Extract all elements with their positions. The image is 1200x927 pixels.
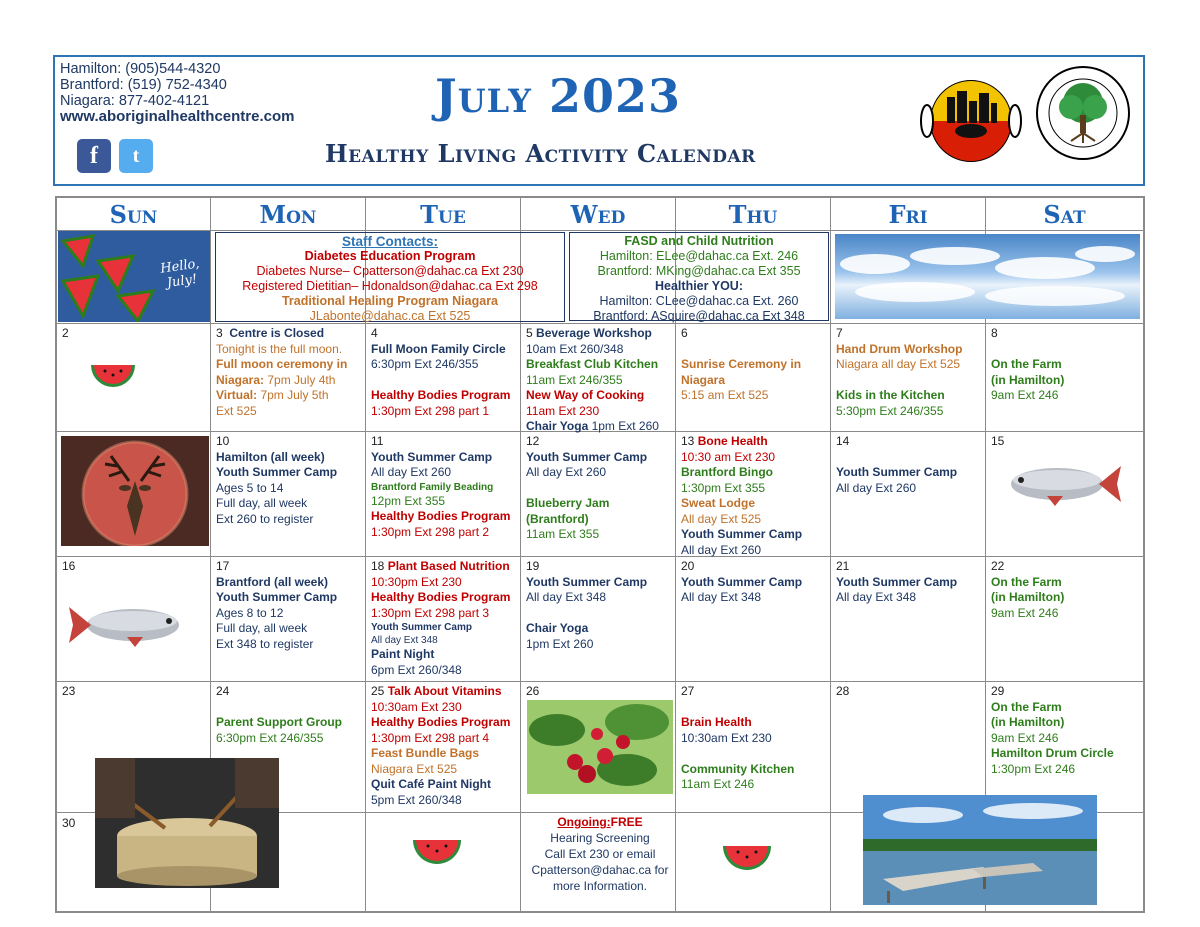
ongoing-free: FREE [610,815,643,829]
day-number: 6 [681,326,688,340]
drum-icon [95,758,279,888]
day-number: 7 [836,326,843,340]
day-number: 2 [62,326,69,340]
watermelon-icon [721,844,773,872]
event-title: Bone Health [697,434,768,448]
day-cell-14 [831,432,985,496]
event-detail: 1pm Ext 260 [588,419,659,433]
event-detail: Full day, all week [216,496,308,510]
day-cell-11 [366,432,520,540]
event-title: Chair Yoga [526,621,589,635]
event-detail: 6:30pm Ext 246/355 [216,730,324,745]
event-title: Brantford Family Beading [371,481,494,493]
event-detail: All day Ext 348 [681,590,762,604]
day-number: 28 [836,684,850,698]
clouds-icon [835,234,1140,319]
event-detail: Ages 5 to 14 [216,480,284,495]
day-number: 20 [681,559,695,573]
event-detail: 1:30pm Ext 298 part 2 [371,524,490,539]
event-title: New Way of Cooking [526,388,645,402]
day-number: 30 [62,816,76,830]
grid-line [57,230,1143,231]
raspberry-icon [527,700,673,794]
event-detail: 1:30pm Ext 246 [991,761,1076,776]
event-title: Youth Summer Camp [371,449,493,464]
day-cell-24 [211,682,365,746]
event-title: Youth Summer Camp [681,527,803,541]
event-detail: 1:30pm Ext 298 part 1 [371,403,490,418]
day-number: 14 [836,434,850,448]
event-title: Youth Summer Camp [526,449,648,464]
event-time: 7pm July 5th [257,388,329,402]
day-number: 8 [991,326,998,340]
event-detail: All day Ext 348 [371,635,438,646]
ongoing-email[interactable]: Cpatterson@dahac.ca for [531,863,669,877]
fish-icon [1007,460,1123,508]
day-cell-5 [521,324,675,435]
day-number: 18 [371,559,385,573]
event-title: Brantford Bingo [681,465,773,479]
event-detail: 10:30am Ext 230 [681,730,772,745]
event-title: On the Farm [991,699,1062,714]
contact-info [60,61,295,125]
event-title: Centre is Closed [229,326,325,340]
day-cell-2 [57,324,210,342]
day-number: 13 [681,434,695,448]
event-title: Healthy Bodies Program [371,715,511,729]
event-detail: 5pm Ext 260/348 [371,792,462,807]
event-detail: All day Ext 348 [836,590,917,604]
day-number: 23 [62,684,76,698]
page-title: July 2023 [435,69,682,123]
phone-hamilton: Hamilton: (905)544-4320 [60,61,221,77]
event-title: Beverage Workshop [536,326,652,340]
event-detail: Niagara all day Ext 525 [836,357,961,371]
event-detail: 9am Ext 246 [991,730,1059,745]
day-number: 25 [371,684,385,698]
event-detail: All day Ext 260 [836,480,917,495]
day-cell-26 [521,682,675,700]
event-title: Brain Health [681,715,752,729]
lake-dock-image [863,795,1097,905]
event-detail: 5:15 am Ext 525 [681,388,769,402]
ongoing-notice [521,814,679,894]
event-title: (in Hamilton) [991,372,1065,387]
day-number: 22 [991,559,1005,573]
event-title: (in Hamilton) [991,590,1065,604]
page-subtitle: Healthy Living Activity Calendar [325,139,756,168]
day-number: 29 [991,684,1005,698]
event-location: Virtual: [216,388,258,402]
staff-program-1: Diabetes Education Program [304,249,476,263]
day-cell-16 [57,557,210,575]
event-title: Healthy Bodies Program [371,509,511,523]
event-detail: 6:30pm Ext 246/355 [371,357,479,371]
event-title: On the Farm [991,357,1062,371]
event-detail: 11am Ext 246/355 [526,372,623,387]
fasd-contacts-box [569,232,829,321]
day-number: 24 [216,684,230,698]
event-title: Chair Yoga [526,419,589,433]
staff-line-2: Registered Dietitian– Hdonaldson@dahac.ca Ext 298 [242,279,538,293]
day-header-tue: Tue [420,200,466,229]
fasd-line-4: Brantford: ASquire@dahac.ca Ext 348 [593,309,805,323]
event-title: Sweat Lodge [681,496,756,510]
day-number: 16 [62,559,76,573]
event-detail: 11am Ext 355 [526,527,600,541]
event-detail: Ext 348 to register [216,636,314,651]
day-cell-25 [366,682,520,808]
clouds-image [835,234,1140,319]
event-detail: 1:30pm Ext 298 part 3 [371,605,490,620]
deer-moon-icon [61,436,209,546]
fasd-line-2: Brantford: MKing@dahac.ca Ext 355 [597,264,801,278]
social-links [77,139,153,173]
day-number: 26 [526,684,540,698]
phone-niagara: Niagara: 877-402-4121 [60,93,210,109]
day-number: 5 [526,326,533,340]
day-number: 27 [681,684,695,698]
day-cell-17 [211,557,365,652]
day-cell-7 [831,324,985,419]
event-detail: 1pm Ext 260 [526,636,594,651]
day-cell-19 [521,557,675,652]
event-title: On the Farm [991,574,1062,589]
event-title: (Brantford) [526,511,589,526]
event-title: Feast Bundle Bags [371,746,480,760]
grid-line [830,198,831,911]
raspberry-image [527,700,673,794]
event-title: (in Hamilton) [991,715,1065,729]
event-detail: All day Ext 260 [371,465,452,479]
day-cell-13 [676,432,830,558]
event-detail: 6pm Ext 260/348 [371,662,462,677]
day-number: 21 [836,559,850,573]
event-location: Niagara: [216,372,265,387]
event-detail: Full day, all week [216,621,308,635]
day-number: 12 [526,434,540,448]
lake-dock-icon [863,795,1097,905]
event-detail: 12pm Ext 355 [371,493,446,508]
event-title: Plant Based Nutrition [387,559,510,573]
day-cell-27 [676,682,830,793]
day-cell-18 [366,557,520,678]
day-header-fri: Fri [888,200,928,229]
calendar-header [53,55,1145,186]
event-title: Healthy Bodies Program [371,590,511,604]
event-detail: 5:30pm Ext 246/355 [836,403,944,418]
event-detail: Ext 260 to register [216,511,314,526]
event-title: Hamilton Drum Circle [991,746,1114,760]
event-title: Breakfast Club Kitchen [526,357,659,371]
event-title: Kids in the Kitchen [836,388,945,402]
fasd-line-1: Hamilton: ELee@dahac.ca Ext. 246 [599,249,799,263]
staff-line-1: Diabetes Nurse– Cpatterson@dahac.ca Ext 230 [256,264,524,278]
event-title: Full Moon Family Circle [371,341,506,356]
event-detail: 9am Ext 246 [991,388,1059,402]
staff-heading: Staff Contacts: [341,234,438,249]
event-title: Sunrise Ceremony in [681,357,802,371]
phone-brantford: Brantford: (519) 752-4340 [60,77,227,93]
website-link[interactable]: www.aboriginalhealthcentre.com [60,108,295,125]
twitter-icon[interactable]: t [119,139,153,173]
watermelon-icon [411,838,463,866]
event-detail: All day Ext 348 [526,590,607,604]
event-title: Blueberry Jam [526,496,610,510]
event-detail: Ext 525 [216,403,257,418]
event-title: Youth Summer Camp [371,622,472,633]
day-number: 4 [371,326,378,340]
event-detail: Ages 8 to 12 [216,605,284,620]
watermelon-icon [89,363,137,389]
healthier-you-heading: Healthier YOU: [655,279,743,293]
facebook-icon[interactable]: f [77,139,111,173]
day-cell-23 [57,682,210,700]
ongoing-line: Hearing Screening [550,831,650,845]
moon-deer-image [61,436,209,546]
fasd-line-3: Hamilton: CLee@dahac.ca Ext. 260 [599,294,799,308]
ongoing-line: more Information. [552,879,648,893]
event-detail: 11am Ext 246 [681,777,755,791]
day-cell-15 [986,432,1143,450]
event-title: Niagara [681,372,726,387]
event-title: Parent Support Group [216,715,342,729]
event-title: Youth Summer Camp [526,574,648,589]
event-detail: All day Ext 525 [681,511,762,526]
event-detail: 10am Ext 260/348 [526,341,624,356]
day-cell-4 [366,324,520,419]
ongoing-line: Call Ext 230 or email [544,847,656,861]
event-detail: Niagara Ext 525 [371,761,458,776]
event-title: Youth Summer Camp [836,574,958,589]
ongoing-label: Ongoing: [557,815,611,829]
day-cell-12 [521,432,675,543]
event-title: Youth Summer Camp [681,574,803,589]
day-header-mon: Mon [259,200,317,229]
event-title: Full moon ceremony in [216,357,348,371]
day-number: 10 [216,434,230,448]
day-cell-6 [676,324,830,404]
building-on-our-roots-logo [1035,65,1131,161]
day-cell-8 [986,324,1143,404]
day-number: 19 [526,559,540,573]
event-title: Hand Drum Workshop [836,341,963,356]
day-cell-28 [831,682,985,700]
event-detail: 10:30 am Ext 230 [681,449,776,464]
event-title: Youth Summer Camp [216,465,338,479]
staff-program-2: Traditional Healing Program Niagara [281,294,499,308]
event-title: Healthy Bodies Program [371,388,511,402]
event-detail: 11am Ext 230 [526,403,600,418]
day-header-wed: Wed [570,200,626,229]
day-header-sun: Sun [109,200,158,229]
fish-icon [67,601,183,649]
day-header-sat: Sat [1043,200,1086,229]
day-cell-3 [211,324,365,419]
event-detail: 1:30pm Ext 355 [681,480,766,495]
event-title: Paint Night [371,647,435,661]
day-cell-20 [676,557,830,606]
day-number: 11 [371,434,384,448]
day-number: 17 [216,559,230,573]
aboriginal-health-centre-logo [919,63,1023,179]
event-detail: 9am Ext 246 [991,605,1059,620]
event-detail: 10:30am Ext 230 [371,699,462,714]
event-title: Youth Summer Camp [836,465,958,479]
hello-july-image [58,231,210,322]
calendar-grid [55,196,1145,913]
event-detail: All day Ext 260 [681,542,762,557]
day-number: 15 [991,434,1005,448]
drum-image [95,758,279,888]
event-detail: 10:30pm Ext 230 [371,574,462,589]
event-location: Brantford (all week) [216,574,329,589]
staff-contacts-box [215,232,565,322]
day-header-thu: Thu [728,200,778,229]
event-detail: 1:30pm Ext 298 part 4 [371,730,490,745]
day-cell-22 [986,557,1143,621]
event-title: Youth Summer Camp [216,590,338,604]
event-title: Community Kitchen [681,761,795,776]
event-time: 7pm July 4th [264,372,336,387]
day-cell-21 [831,557,985,606]
day-number: 3 [216,326,223,340]
day-cell-29 [986,682,1143,777]
day-cell-10 [211,432,365,527]
event-title: Quit Café Paint Night [371,777,491,791]
fasd-heading: FASD and Child Nutrition [624,234,774,248]
event-detail: Tonight is the full moon. [216,341,343,356]
hello-july-text: Hello, July! [159,256,201,291]
event-location: Hamilton (all week) [216,449,325,464]
event-detail: All day Ext 260 [526,465,607,479]
staff-line-3: JLabonte@dahac.ca Ext 525 [309,309,471,323]
event-title: Talk About Vitamins [387,684,502,698]
